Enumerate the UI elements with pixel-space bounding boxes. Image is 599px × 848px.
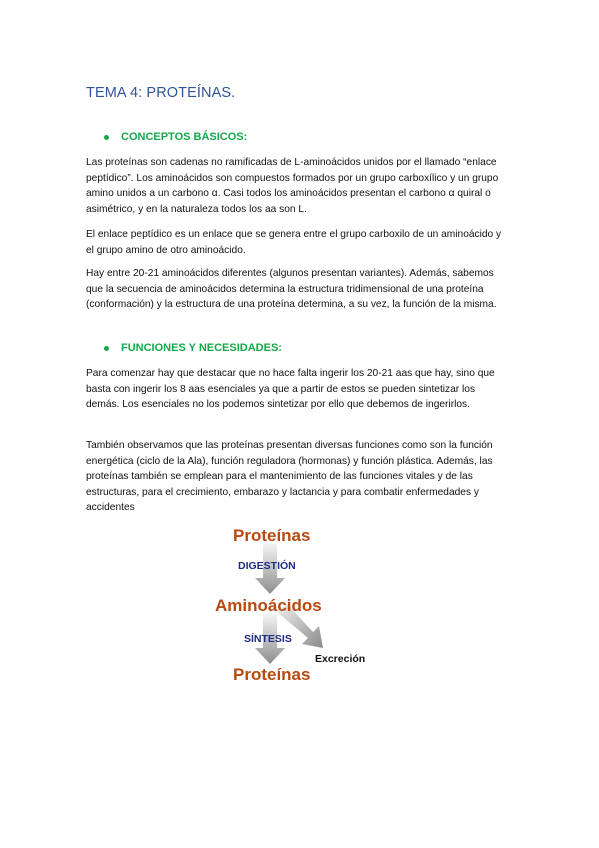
paragraph: El enlace peptídico es un enlace que se genera entre el grupo carboxilo de un aminoácido y el grupo amino de otro aminoácido. [86, 229, 502, 256]
diagram-label-aminoacidos: Aminoácidos [215, 596, 322, 615]
bullet-icon [104, 135, 109, 140]
paragraph: Para comenzar hay que destacar que no hace falta ingerir los 20-21 aas que hay, sino que basta con ingerir los 8 aas esenciales ya que a partir de estos se pueden sintetizar los demás. Los esenciales no los podemos sintetizar por ello que debemos de ingerirlos. [86, 368, 495, 411]
diagram-label-proteinas-top: Proteínas [233, 526, 311, 545]
diagram-label-proteinas-bottom: Proteínas [233, 665, 311, 684]
bullet-icon [104, 346, 109, 351]
section-heading-text: CONCEPTOS BÁSICOS: [121, 131, 248, 143]
section-heading-funciones [104, 342, 282, 354]
diagram-label-digestion: DIGESTIÓN [238, 560, 296, 572]
diagram-label-sintesis: SÍNTESIS [244, 633, 292, 645]
paragraph: Las proteínas son cadenas no ramificadas de L-aminoácidos unidos por el llamado “enlace peptídico”. Los aminoácidos son compuestos formados por un grupo carboxílico y un grupo amino unidos a un carbono α. Casi todos los aminoácidos presentan el carbono α quiral o asimétrico, y en la naturaleza todos los aa son L. [86, 157, 499, 215]
protein-cycle-diagram [205, 520, 405, 695]
paragraph: También observamos que las proteínas presentan diversas funciones como son la función energética (ciclo de la Ala), función reguladora (hormonas) y función plástica. Además, las proteínas también se emplean para el mantenimiento de las funciones vitales y de las estructuras, para el crecimiento, embarazo y lactancia y para combatir enfermedades y accidentes [86, 440, 493, 514]
page-title: TEMA 4: PROTEÍNAS. [86, 85, 236, 101]
diagram-label-excrecion: Excreción [315, 653, 366, 665]
section-heading-conceptos [104, 131, 247, 143]
section-heading-text: FUNCIONES Y NECESIDADES: [121, 342, 282, 354]
paragraph: Hay entre 20-21 aminoácidos diferentes (algunos presentan variantes). Además, sabemos que la secuencia de aminoácidos determina la estructura tridimensional de una proteína (conformación) y la estructura de una proteína determina, a su vez, la función de la misma. [86, 268, 497, 311]
